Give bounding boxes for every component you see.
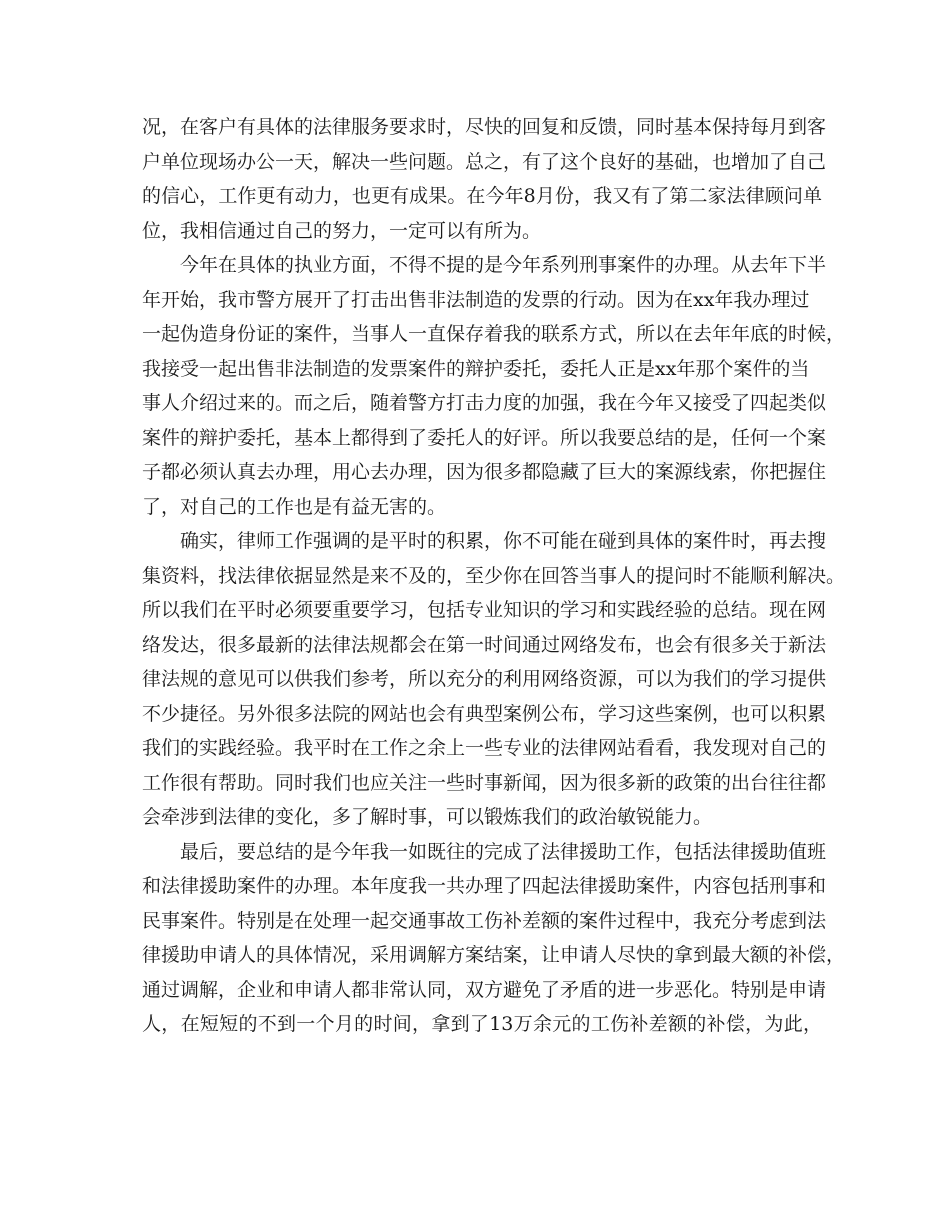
text-line: 事人介绍过来的。而之后，随着警方打击力度的加强，我在今年又接受了四起类似 (142, 392, 827, 414)
text-line: 律援助申请人的具体情况，采用调解方案结案，让申请人尽快的拿到最大额的补偿， (142, 944, 846, 966)
text-line: 一起伪造身份证的案件，当事人一直保存着我的联系方式，所以在去年年底的时候， (142, 323, 846, 345)
text-line: 案件的辩护委托，基本上都得到了委托人的好评。所以我要总结的是，任何一个案 (142, 426, 827, 449)
text-line: 了，对自己的工作也是有益无害的。 (142, 495, 447, 518)
text-line: 位，我相信通过自己的努力，一定可以有所为。 (142, 219, 542, 242)
text-line: 人，在短短的不到一个月的时间，拿到了13万余元的工伤补差额的补偿，为此， (142, 1013, 822, 1035)
text-line: 和法律援助案件的办理。本年度我一共办理了四起法律援助案件，内容包括刑事和 (142, 875, 827, 897)
text-line: 子都必须认真去办理，用心去办理，因为很多都隐藏了巨大的案源线索，你把握住 (142, 461, 827, 483)
text-line: 不少捷径。另外很多法院的网站也会有典型案例公布，学习这些案例，也可以积累 (142, 702, 827, 725)
text-line: 的信心，工作更有动力，也更有成果。在今年8月份，我又有了第二家法律顾问单 (142, 185, 822, 207)
text-line: 我接受一起出售非法制造的发票案件的辩护委托，委托人正是xx年那个案件的当 (142, 357, 810, 380)
text-line: 通过调解，企业和申请人都非常认同，双方避免了矛盾的进一步恶化。特别是申请 (142, 978, 827, 1001)
text-line: 民事案件。特别是在处理一起交通事故工伤补差额的案件过程中，我充分考虑到法 (142, 909, 827, 932)
text-line: 律法规的意见可以供我们参考，所以充分的利用网络资源，可以为我们的学习提供 (142, 668, 827, 690)
text-line: 集资料，找法律依据显然是来不及的，至少你在回答当事人的提问时不能顺利解决。 (142, 564, 846, 587)
text-line: 户单位现场办公一天，解决一些问题。总之，有了这个良好的基础，也增加了自己 (142, 150, 827, 173)
body-text (142, 110, 846, 1042)
text-line: 络发达，很多最新的法律法规都会在第一时间通过网络发布，也会有很多关于新法 (142, 633, 827, 656)
text-line: 我们的实践经验。我平时在工作之余上一些专业的法律网站看看，我发现对自己的 (142, 737, 827, 759)
text-line: 年开始，我市警方展开了打击出售非法制造的发票的行动。因为在xx年我办理过 (142, 288, 810, 311)
paragraph-first-line: 确实，律师工作强调的是平时的积累，你不可能在碰到具体的案件时，再去搜 (180, 530, 827, 552)
text-line: 况，在客户有具体的法律服务要求时，尽快的回复和反馈，同时基本保持每月到客 (142, 116, 827, 138)
paragraph-first-line: 最后，要总结的是今年我一如既往的完成了法律援助工作，包括法律援助值班 (180, 840, 827, 863)
text-line: 会牵涉到法律的变化，多了解时事，可以锻炼我们的政治敏锐能力。 (142, 806, 713, 828)
text-line: 工作很有帮助。同时我们也应关注一些时事新闻，因为很多新的政策的出台往往都 (142, 771, 827, 794)
paragraph-first-line: 今年在具体的执业方面，不得不提的是今年系列刑事案件的办理。从去年下半 (180, 254, 827, 276)
text-line: 所以我们在平时必须要重要学习，包括专业知识的学习和实践经验的总结。现在网 (142, 599, 827, 621)
